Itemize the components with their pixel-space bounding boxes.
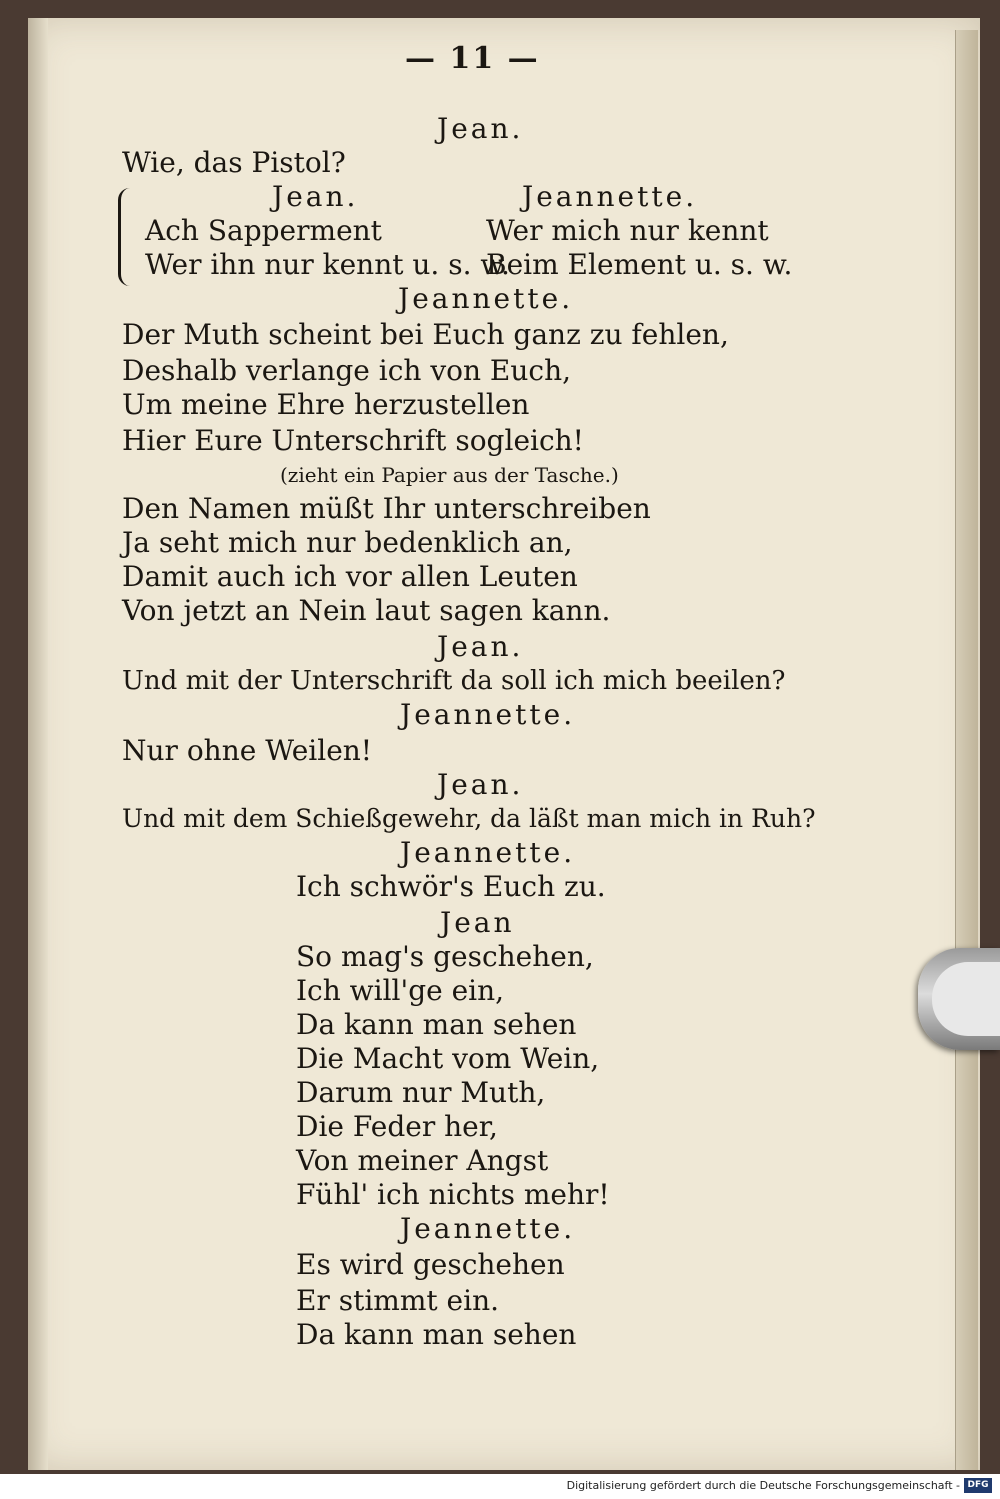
verse-line: Ich schwör's Euch zu. — [296, 870, 606, 903]
verse-line: Hier Eure Unterschrift sogleich! — [122, 424, 584, 457]
verse-line: So mag's geschehen, — [296, 940, 594, 973]
verse-line: Fühl' ich nichts mehr! — [296, 1178, 610, 1211]
page-number: — 11 — — [405, 41, 540, 76]
page-clip — [918, 948, 1000, 1050]
verse-line: Darum nur Muth, — [296, 1076, 546, 1109]
stage-direction: (zieht ein Papier aus der Tasche.) — [280, 463, 619, 487]
speaker-label: Jean. — [437, 768, 524, 801]
verse-line: Deshalb verlange ich von Euch, — [122, 354, 572, 387]
verse-line: Von meiner Angst — [296, 1144, 549, 1177]
speaker-label: Jean. — [437, 112, 524, 145]
verse-line: Es wird geschehen — [296, 1248, 565, 1281]
speaker-label: Jean. — [272, 180, 359, 213]
verse-line: Den Namen müßt Ihr unterschreiben — [122, 492, 651, 525]
verse-line: Damit auch ich vor allen Leuten — [122, 560, 578, 593]
verse-line: Die Feder her, — [296, 1110, 498, 1143]
verse-line: Der Muth scheint bei Euch ganz zu fehlen, — [122, 318, 729, 351]
verse-line: Ach Sapperment — [145, 214, 382, 247]
speaker-label: Jeannette. — [400, 1212, 576, 1245]
verse-line: Von jetzt an Nein laut sagen kann. — [122, 594, 611, 627]
speaker-label: Jeannette. — [400, 836, 576, 869]
verse-line: Er stimmt ein. — [296, 1284, 500, 1317]
page-edge — [955, 30, 978, 1470]
speaker-label: Jean — [440, 906, 515, 939]
verse-line: Um meine Ehre herzustellen — [122, 388, 530, 421]
verse-line: Die Macht vom Wein, — [296, 1042, 600, 1075]
speaker-label: Jeannette. — [400, 698, 576, 731]
page-gutter — [28, 18, 48, 1470]
verse-line: Beim Element u. s. w. — [486, 248, 793, 281]
brace-bracket — [118, 188, 135, 286]
verse-line: Und mit der Unterschrift da soll ich mich beeilen? — [122, 666, 786, 696]
dfg-logo-icon: DFG — [964, 1478, 992, 1493]
verse-line: Wie, das Pistol? — [122, 146, 346, 179]
verse-line: Und mit dem Schießgewehr, da läßt man mich in Ruh? — [122, 804, 816, 833]
speaker-label: Jeannette. — [522, 180, 698, 213]
page-clip-inner — [932, 962, 1000, 1036]
verse-line: Nur ohne Weilen! — [122, 734, 373, 767]
verse-line: Ich will'ge ein, — [296, 974, 505, 1007]
footer-credit: Digitalisierung gefördert durch die Deutsche Forschungsgemeinschaft - — [566, 1479, 960, 1492]
speaker-label: Jeannette. — [398, 282, 574, 315]
verse-line: Wer ihn nur kennt u. s. w. — [145, 248, 510, 281]
speaker-label: Jean. — [437, 630, 524, 663]
verse-line: Da kann man sehen — [296, 1008, 577, 1041]
verse-line: Wer mich nur kennt — [486, 214, 769, 247]
verse-line: Ja seht mich nur bedenklich an, — [122, 526, 573, 559]
verse-line: Da kann man sehen — [296, 1318, 577, 1351]
footer-bar — [0, 1474, 1000, 1499]
